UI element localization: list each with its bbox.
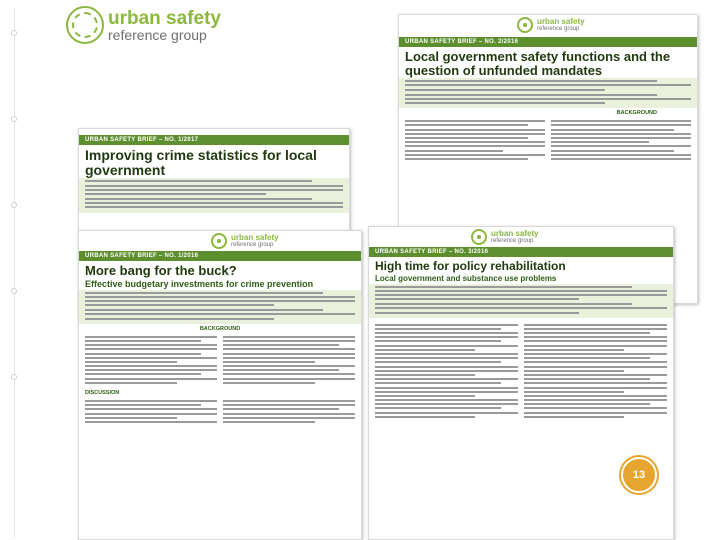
brief-page-3-2016 [368, 226, 674, 540]
brand-name: urban safety [108, 7, 221, 29]
brief-title: High time for policy rehabilitation [375, 259, 566, 273]
brand-logo [66, 6, 221, 44]
brief-brand-name: urban safety [537, 17, 585, 26]
brief-header: URBAN SAFETY BRIEF – NO. 2/2016 [399, 37, 697, 47]
brief-intro [79, 178, 349, 212]
brief-brand-tagline: reference group [231, 242, 274, 248]
section-heading-discussion: DISCUSSION [85, 390, 120, 397]
brief-title: More bang for the buck? [85, 263, 237, 278]
left-rail-markers [11, 30, 18, 460]
body-columns-2 [79, 398, 361, 427]
section-heading: BACKGROUND [616, 110, 657, 117]
globe-icon [211, 233, 227, 249]
brief-subtitle: Local government and substance use problems [375, 273, 557, 283]
globe-icon [66, 6, 104, 44]
brief-header: URBAN SAFETY BRIEF – NO. 1/2016 [79, 251, 361, 261]
brief-header: URBAN SAFETY BRIEF – NO. 3/2016 [369, 247, 673, 257]
brief-title: Improving crime statistics for local government [85, 147, 317, 178]
globe-icon [471, 229, 487, 245]
brief-brand-tagline: reference group [537, 26, 580, 32]
brief-brand-name: urban safety [231, 233, 279, 242]
body-columns [79, 334, 361, 388]
brief-logo [471, 229, 674, 245]
globe-icon [517, 17, 533, 33]
brief-brand-tagline: reference group [491, 238, 534, 244]
body-columns [399, 118, 697, 164]
brief-subtitle: Effective budgetary investments for crime prevention [85, 278, 314, 289]
brief-brand-name: urban safety [491, 229, 539, 238]
page-number-badge: 13 [621, 457, 657, 493]
brief-intro [399, 78, 697, 108]
brief-page-1-2016 [78, 230, 362, 540]
brand-tagline: reference group [108, 26, 207, 43]
brief-intro [79, 290, 361, 324]
brief-logo [211, 233, 362, 249]
brief-logo [517, 17, 698, 33]
body-columns [369, 322, 673, 422]
brief-header: URBAN SAFETY BRIEF – NO. 1/2017 [79, 135, 349, 145]
brief-title: Local government safety functions and the question of unfunded mandates [405, 49, 671, 78]
section-heading: BACKGROUND [199, 325, 241, 332]
brief-intro [369, 284, 673, 318]
